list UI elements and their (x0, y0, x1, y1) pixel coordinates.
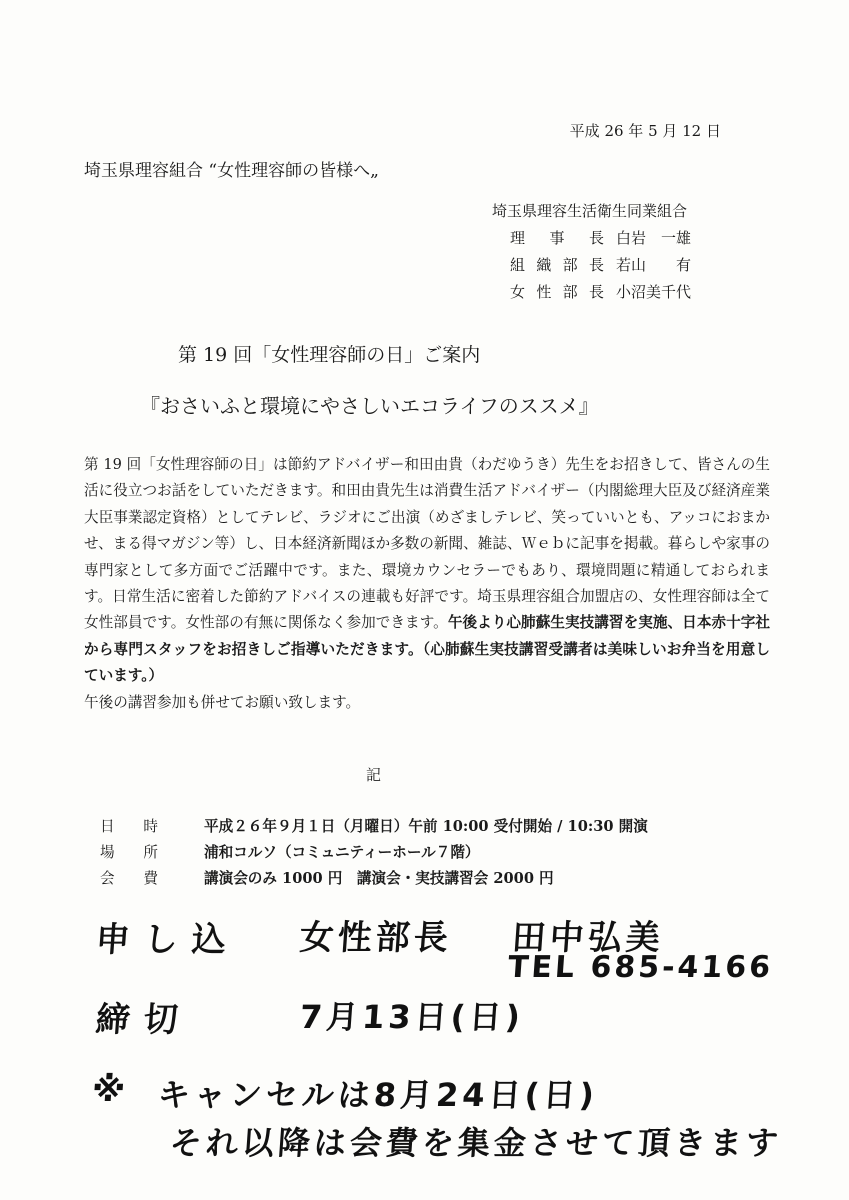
details-heading: 記 (366, 766, 382, 784)
handwritten-note-mark: ※ (90, 1070, 131, 1110)
details-label: 場所 (100, 844, 158, 861)
officer-name: 小沼美千代 (616, 283, 692, 301)
details-row (100, 866, 648, 892)
sender-officer-row (492, 225, 691, 252)
officer-name: 白岩 一雄 (616, 229, 692, 247)
handwritten-cancel-note: キャンセルは8月24日(日) (156, 1076, 600, 1114)
details-value: 浦和コルソ（コミュニティーホール７階） (204, 844, 480, 861)
details-row (100, 840, 648, 866)
details-list (100, 814, 648, 892)
body-regular-text: 第 19 回「女性理容師の日」は節約アドバイザー和田由貴（わだゆうき）先生をお招きして、皆さんの生活に役立つお話をしていただきます。和田由貴先生は消費生活アドバイザー（内閣総理大臣及び経済産業大臣事業認定資格）としてテレビ、ラジオにご出演（めざましテレビ、笑っていいとも、アッコにおまかせ、まる得マガジン等）し、日本経済新聞ほか多数の新聞、雑誌、Ｗｅｂに記事を掲載。暮らしや家事の専門家として多方面でご活躍中です。また、環境カウンセラーでもあり、環境問題に精通しておられます。日常生活に密着した節約アドバイスの連載も好評です。埼玉県理容組合加盟店の、女性理容師は全て女性部員です。女性部の有無に関係なく参加できます。 (84, 456, 770, 632)
handwritten-tel: TEL 685-4166 (506, 950, 775, 985)
handwritten-deadline-label: 締切 (94, 1000, 194, 1040)
handwritten-apply-label: 申し込 (94, 920, 242, 960)
details-label: 会費 (100, 870, 158, 887)
details-value: 講演会のみ 1000 円 講演会・実技講習会 2000 円 (204, 870, 554, 887)
body-closing-text: 午後の講習参加も併せてお願い致します。 (84, 693, 361, 711)
document-subtitle: 『おさいふと環境にやさしいエコライフのススメ』 (140, 394, 599, 418)
sender-organization: 埼玉県理容生活衛生同業組合 (492, 202, 688, 220)
body-bold-text: 午後より心肺蘇生実技講習を実施、日本赤十字社から専門スタッフをお招きしご指導いただきます。（心肺蘇生実技講習受講者は美味しいお弁当を用意しています。） (84, 614, 770, 685)
handwritten-apply-contact: 女性部長 (298, 918, 454, 958)
addressee: 埼玉県理容組合 “女性理容師の皆様へ„ (84, 161, 379, 181)
officer-name: 若山 有 (616, 256, 692, 274)
document-title: 第 19 回「女性理容師の日」ご案内 (178, 344, 481, 366)
document-date: 平成 26 年 5 月 12 日 (569, 122, 721, 140)
sender-block (492, 198, 691, 306)
handwritten-deadline-date: 7月13日(日) (298, 998, 526, 1036)
handwritten-fee-note: それ以降は会費を集金させて頂きます (168, 1124, 784, 1162)
details-value: 平成２６年９月１日（月曜日）午前 10:00 受付開始 / 10:30 開演 (204, 818, 648, 835)
officer-role: 組織部長 (510, 256, 604, 274)
details-row (100, 814, 648, 840)
sender-officer-row (492, 252, 691, 279)
sender-officer-row (492, 279, 691, 306)
officer-role: 理事長 (510, 229, 604, 247)
officer-role: 女性部長 (510, 283, 604, 301)
details-label: 日時 (100, 818, 158, 835)
body-paragraph (84, 452, 770, 716)
handwritten-apply-name: 田中弘美 (510, 918, 666, 958)
